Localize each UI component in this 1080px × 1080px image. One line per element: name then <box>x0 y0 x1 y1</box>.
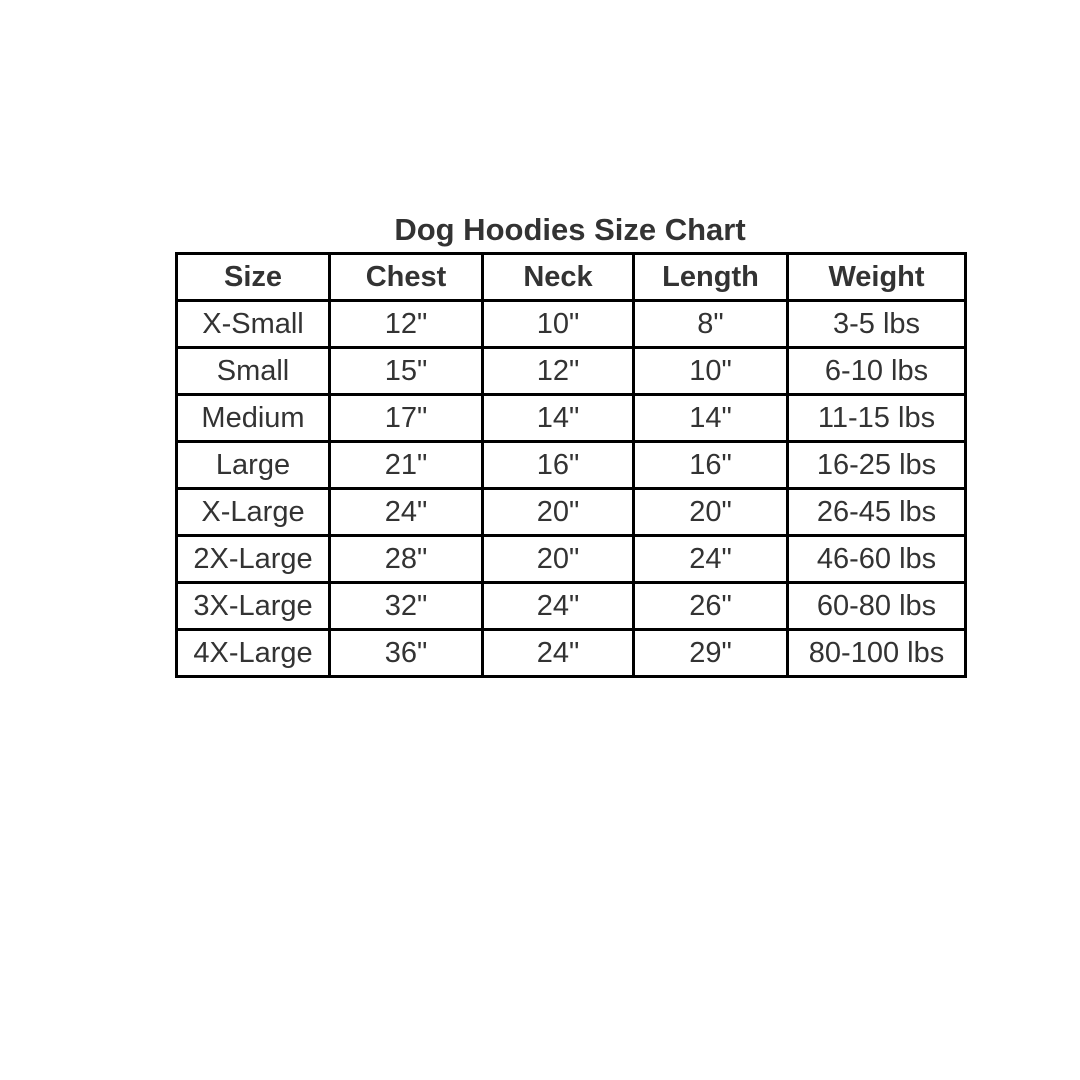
cell-length: 10" <box>634 348 788 395</box>
table-row <box>177 442 966 489</box>
cell-weight: 80-100 lbs <box>788 630 966 677</box>
cell-neck: 10" <box>483 301 634 348</box>
cell-neck: 12" <box>483 348 634 395</box>
cell-weight: 3-5 lbs <box>788 301 966 348</box>
cell-size: Large <box>177 442 330 489</box>
cell-neck: 24" <box>483 583 634 630</box>
cell-length: 26" <box>634 583 788 630</box>
table-row <box>177 348 966 395</box>
cell-size: 4X-Large <box>177 630 330 677</box>
cell-size: Small <box>177 348 330 395</box>
cell-chest: 36" <box>330 630 483 677</box>
header-row <box>177 254 966 301</box>
cell-length: 24" <box>634 536 788 583</box>
header-weight: Weight <box>788 254 966 301</box>
table-row <box>177 301 966 348</box>
table-row <box>177 536 966 583</box>
header-length: Length <box>634 254 788 301</box>
header-chest: Chest <box>330 254 483 301</box>
cell-chest: 32" <box>330 583 483 630</box>
cell-weight: 26-45 lbs <box>788 489 966 536</box>
cell-size: X-Large <box>177 489 330 536</box>
cell-neck: 16" <box>483 442 634 489</box>
cell-chest: 28" <box>330 536 483 583</box>
cell-weight: 6-10 lbs <box>788 348 966 395</box>
cell-size: Medium <box>177 395 330 442</box>
cell-weight: 60-80 lbs <box>788 583 966 630</box>
table-row <box>177 489 966 536</box>
cell-neck: 24" <box>483 630 634 677</box>
cell-size: 2X-Large <box>177 536 330 583</box>
cell-chest: 12" <box>330 301 483 348</box>
size-chart-table <box>175 252 967 678</box>
chart-title: Dog Hoodies Size Chart <box>394 212 746 247</box>
cell-chest: 17" <box>330 395 483 442</box>
cell-size: 3X-Large <box>177 583 330 630</box>
cell-chest: 24" <box>330 489 483 536</box>
cell-length: 14" <box>634 395 788 442</box>
header-neck: Neck <box>483 254 634 301</box>
cell-weight: 11-15 lbs <box>788 395 966 442</box>
cell-length: 16" <box>634 442 788 489</box>
cell-size: X-Small <box>177 301 330 348</box>
table-row <box>177 583 966 630</box>
cell-neck: 14" <box>483 395 634 442</box>
header-size: Size <box>177 254 330 301</box>
cell-chest: 21" <box>330 442 483 489</box>
cell-length: 20" <box>634 489 788 536</box>
table-row <box>177 395 966 442</box>
cell-length: 29" <box>634 630 788 677</box>
table-row <box>177 630 966 677</box>
cell-weight: 16-25 lbs <box>788 442 966 489</box>
cell-length: 8" <box>634 301 788 348</box>
cell-neck: 20" <box>483 489 634 536</box>
cell-chest: 15" <box>330 348 483 395</box>
cell-weight: 46-60 lbs <box>788 536 966 583</box>
cell-neck: 20" <box>483 536 634 583</box>
